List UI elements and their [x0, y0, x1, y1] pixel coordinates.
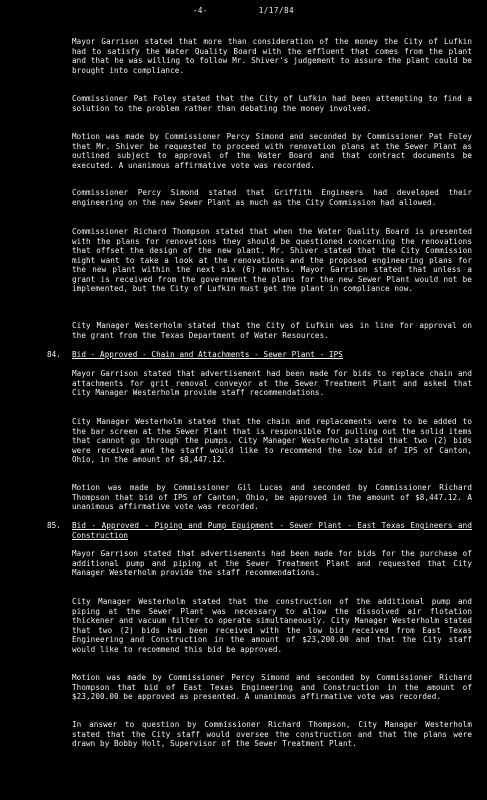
item-title: Bid - Approved - Piping and Pump Equipment - Sewer Plant - East Texas Engineers and Construction [72, 521, 472, 540]
paragraph: Commissioner Pat Foley stated that the City of Lufkin had been attempting to find a solution to the problem rather than debating the money involved. [72, 94, 472, 113]
paragraph: Commissioner Richard Thompson stated that when the Water Quality Board is presented with the plans for renovations they should be questioned concerning the renovations that offset the design of the new plant. Mr. Shiver stated that the City Commission might want to take a look at the renovations and the proposed engineering plans for the new plant within the next six (6) months. Mayor Garrison stated that unless a grant is received from the government the plans for the new Sewer Plant would not be implemented, but the City of Lufkin must get the plant in compliance now. [72, 227, 472, 294]
item-number: 85. [47, 521, 61, 530]
paragraph: City Manager Westerholm stated that the construction of the additional pump and piping at the Sewer Plant was necessary to allow the dissolved air flotation thickener and vacuum filter to operate simultaneously. City Manager Westerholm stated that two (2) bids had been received with the low bid received from East Texas Engineering and Construction in the amount of $23,200.00 and that the City staff would like to recommend this bid be approved. [72, 597, 472, 654]
page-number: -4- [192, 6, 208, 15]
paragraph: Motion was made by Commissioner Gil Lucas and seconded by Commissioner Richard Thompson that bid of IPS of Canton, Ohio, be approved in the amount of $8,447.12. A unanimous affirmative vote was recorded. [72, 483, 472, 512]
paragraph: Mayor Garrison stated that advertisements had been made for bids for the purchase of additional pump and piping at the Sewer Treatment Plant and requested that City Manager Westerholm provide the staff recommendations. [72, 549, 472, 578]
paragraph: Commissioner Percy Simond stated that Griffith Engineers had developed their engineering on the new Sewer Plant as much as the City Commission had allowed. [72, 188, 472, 207]
paragraph: Motion was made by Commissioner Percy Simond and seconded by Commissioner Richard Thompson that bid of East Texas Engineering and Construction in the amount of $23,200.00 be approved as presented. A unanimous affirmative vote was recorded. [72, 673, 472, 702]
page-date: 1/17/84 [258, 6, 295, 15]
paragraph: Mayor Garrison stated that advertisement had been made for bids to replace chain and attachments for grit removal conveyor at the Sewer Treatment Plant and asked that City Manager Westerholm provide staff recommendations. [72, 369, 472, 398]
item-number: 84. [47, 350, 61, 359]
item-title: Bid - Approved - Chain and Attachments - Sewer Plant - IPS [72, 350, 343, 359]
paragraph: In answer to question by Commissioner Richard Thompson, City Manager Westerholm stated that the City staff would oversee the construction and that the plans were drawn by Bobby Holt, Supervisor of the Sewer Treatment Plant. [72, 720, 472, 749]
paragraph: Mayor Garrison stated that more than consideration of the money the City of Lufkin had to satisfy the Water Quality Board with the effluent that comes from the plant and that he was willing to follow Mr. Shiver's judgement to assure the plant could be brought into compliance. [72, 37, 472, 75]
paragraph: Motion was made by Commissioner Percy Simond and seconded by Commissioner Pat Foley that Mr. Shiver be requested to proceed with renovation plans at the Sewer Plant as outlined subject to approval of the Water Board and that contract documents be executed. A unanimous affirmative vote was recorded. [72, 132, 472, 170]
paragraph: City Manager Westerholm stated that the City of Lufkin was in line for approval on the grant from the Texas Department of Water Resources. [72, 321, 472, 340]
paragraph: City Manager Westerholm stated that the chain and replacements were to be added to the bar screen at the Sewer Plant that is responsible for pulling out the solid items that cannot go through the pumps. City Manager Westerholm stated that two (2) bids were received and the staff would like to recommend the low bid of IPS of Canton, Ohio, in the amount of $8,447.12. [72, 417, 472, 465]
page-header [0, 6, 487, 16]
